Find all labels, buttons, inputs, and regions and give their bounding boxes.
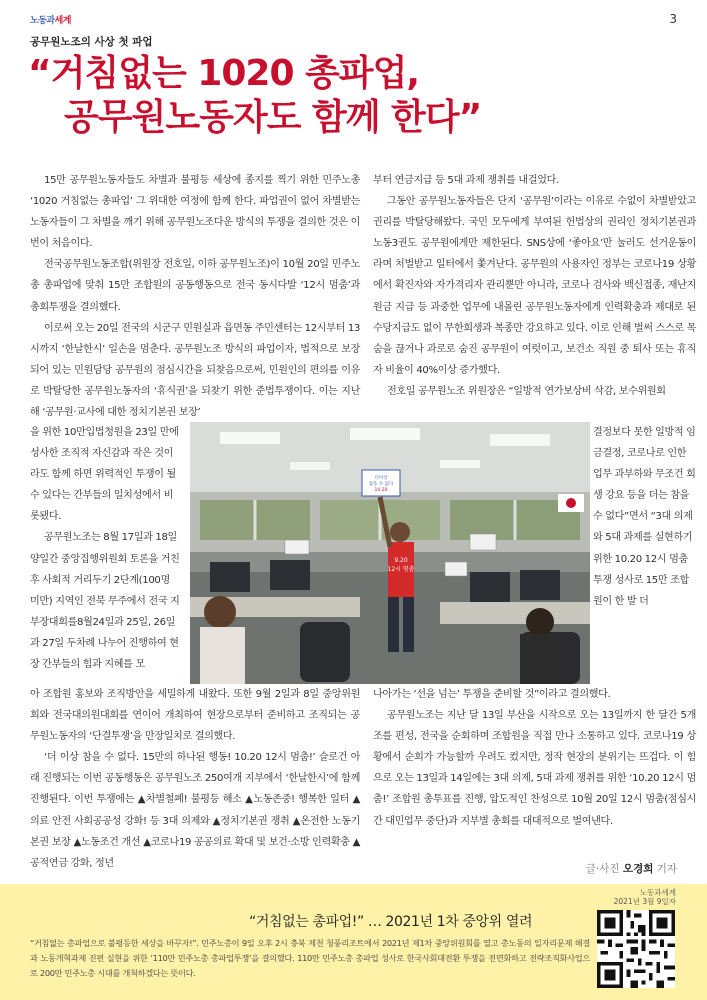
paragraph: 나아가는 ‘선을 넘는’ 투쟁을 준비할 것”이라고 결의했다. <box>373 689 611 700</box>
article-wrap-right <box>593 422 697 612</box>
article-column-left-top <box>30 170 360 423</box>
section-label: 공무원노조의 사상 첫 파업 <box>30 36 153 48</box>
byline-prefix: 글·사진 <box>585 863 620 875</box>
headline-line1: “거침없는 1020 총파업, <box>28 53 420 94</box>
qr-caption <box>594 888 676 906</box>
article-wrap-left <box>30 422 182 675</box>
paragraph: 전호일 공무원노조 위원장은 “일방적 연가보상비 삭감, 보수위원회 <box>387 385 666 397</box>
vest-text-2: 12시 멈춤 <box>387 566 415 573</box>
paragraph: 공무원노조는 8월 17일과 18일 양일간 중앙집행위원회 토론을 거친 후 사회적 거리두기 2단계(100명 미만) 지역인 전북 무주에서 전국 지부장대회를8월24일과 25일, 26일과 27일 두차례 나누어 진행하여 현장 간부들의 힘과 지혜를 모 <box>30 532 180 671</box>
paragraph: 아 조합원 홍보와 조직방안을 세밀하게 내왔다. 또한 9월 2일과 8일 중앙위원회와 전국대의원대회를 연이어 개최하여 현장으로부터 준비하고 조직되는 공무원노동자의 ‘단결투쟁’을 만장일치로 결의했다. <box>30 689 360 743</box>
paragraph: 을 위한 10만입법청원을 23일 만에 성사한 조직적 자신감과 작은 것이라도 함께 하면 위력적인 투쟁이 될 수 있다는 간부들의 일치성에서 비롯됐다. <box>30 427 179 523</box>
footer-body: “거침없는 총파업으로 불평등한 세상을 바꾸자!”. 민주노총이 9일 오후 2시 충북 제천 청풍리조트에서 2021년 제1차 중앙위원회를 열고 총노동의 일자리문제 해결과 노동개혁과제 진편 실현을 위한 ‘110만 민주노총 총파업투쟁’을 결의했다. 110만 민주노총 총파업 성사로 한국사회대전환 투쟁을 전면화하고 전략조직화사업으로 200만 민주노총 시대를 개척하겠다는 뜻이다. <box>30 938 590 978</box>
sign-line-1: 더이상 <box>374 476 388 481</box>
byline-suffix: 기자 <box>656 863 677 875</box>
article-column-left-bottom <box>30 684 360 874</box>
headline <box>28 52 688 140</box>
article-column-right-top <box>373 170 696 402</box>
paragraph: 전국공무원노동조합(위원장 전호일, 이하 공무원노조)이 10월 20일 민주노총 총파업에 맞춰 15만 조합원의 공동행동으로 전국 동시다발 ‘12시 멈춤’과 총회투쟁을 결의했다. <box>30 259 360 313</box>
paragraph: ‘더 이상 참을 수 없다. 15만의 하나된 행동! 10.20 12시 멈춤!’ 슬로건 아래 진행되는 이번 공동행동은 공무원노조 250여개 지부에서 ‘한날한시’에 함께 진행된다. 이번 투쟁에는 ▲차별철폐! 불평등 해소 ▲노동존중! 행복한 일터 ▲의료 안전 사회공공성 강화! 등 3대 의제와 ▲정치기본권 쟁취 ▲온전한 노동기본권 보장 ▲노동조건 개선 ▲코로나19 공공의료 확대 및 보건·소방 인력확충 ▲공적연금 강화, 정년 <box>30 752 360 869</box>
logo-tag: 세계 <box>54 16 71 26</box>
paragraph: 결정보다 못한 일방적 임금결정, 코로나로 인한 업무 과부하와 무조건 희생 강요 등을 더는 참을 수 없다”면서 “3대 의제와 5대 과제를 실현하기 위한 10.20 12시 멈춤투쟁 성사로 15만 조합원이 한 발 더 <box>593 427 696 607</box>
page-number: 3 <box>669 12 677 26</box>
qr-caption-line1: 노동과세계 <box>639 888 676 897</box>
paragraph: 부터 연금지급 등 5대 과제 쟁취를 내걸었다. <box>373 175 559 186</box>
qr-caption-line2: 2021년 3월 9일자 <box>613 897 676 906</box>
footer-title: “거침없는 총파업!” … 2021년 1차 중앙위 열려 <box>249 914 533 930</box>
qr-code-icon[interactable] <box>597 910 675 988</box>
office-protest-photo <box>190 422 590 684</box>
byline-name: 오경희 <box>622 863 654 875</box>
sign-line-2: 참을 수 없다 <box>368 482 394 487</box>
paragraph: 이로써 오는 20일 전국의 시군구 민원실과 읍면동 주민센터는 12시부터 13시까지 ‘한날한시’ 일손을 멈춘다. 공무원노조 방식의 파업이자, 법적으로 보장되어 있는 민원담당 공무원의 점심시간을 되찾음으로써, 민원인의 편의를 이유로 박탈당한 공무원노동자의 ‘휴식권’을 되찾기 위한 준법투쟁이다. 이는 지난 해 ‘공무원·교사에 대한 정치기본권 보장’ <box>30 322 360 419</box>
logo-text: 노동과 <box>30 16 55 26</box>
article-column-right-bottom <box>373 684 696 832</box>
article-photo <box>190 422 590 684</box>
vest-text-1: 9.20 <box>394 557 408 564</box>
paragraph: 15만 공무원노동자들도 차별과 불평등 세상에 종지를 찍기 위한 민주노총 ‘1020 거침없는 총파업’ 그 위대한 여정에 함께 한다. 파업권이 없어 차별받는 노동자들이 그 차별을 깨기 위해 공무원노조다운 방식의 투쟁을 결의한 것은 이번이 처음이다. <box>30 175 360 250</box>
byline <box>586 861 677 876</box>
paragraph: 그동안 공무원노동자들은 단지 ‘공무원’이라는 이유로 수없이 차별받았고 권리를 박탈당해왔다. 국민 모두에게 부여된 헌법상의 권리인 정치기본권과 노동3권도 공무원에게만 제한된다. SNS상에 ‘좋아요’만 눌러도 선거운동이라며 처벌받고 일터에서 쫓겨난다. 공무원의 사용자인 정부는 코로나19 상황에서 확진자와 자가격리자 관리뿐만 아니라, 코로나 검사와 백신접종, 재난지원금 지급 등 과중한 업무에 내몰린 공무원노동자에게 인력확충과 제대로 된 수당지급도 없이 무한희생과 복종만 강요하고 있다. 이로 인해 벌써 스스로 목숨을 끊거나 과로로 숨진 공무원이 여럿이고, 보건소 직원 중 퇴사 또는 휴직자 비율이 40%이상 증가했다. <box>373 196 696 376</box>
sign-line-3: 10.20 <box>374 488 388 493</box>
masthead-logo <box>30 13 71 26</box>
paragraph: 공무원노조는 지난 달 13일 부산을 시작으로 오는 13일까지 한 달간 5개조를 편성, 전국을 순회하며 조합원을 직접 만나 소통하고 있다. 코로나19 상황에서 순회가 가능할까 우려도 컸지만, 정작 현장의 분위기는 뜨겁다. 이 힘으로 오는 13일과 14일에는 3대 의제, 5대 과제 쟁취를 위한 ‘10.20 12시 멈춤!’ 조합원 총투표를 진행, 압도적인 찬성으로 10월 20일 12시 멈춤(점심시간 대민업무 중단)과 지부별 총회를 대대적으로 벌여낸다. <box>373 710 696 827</box>
headline-line2: 공무원노동자도 함께 한다” <box>64 97 482 138</box>
